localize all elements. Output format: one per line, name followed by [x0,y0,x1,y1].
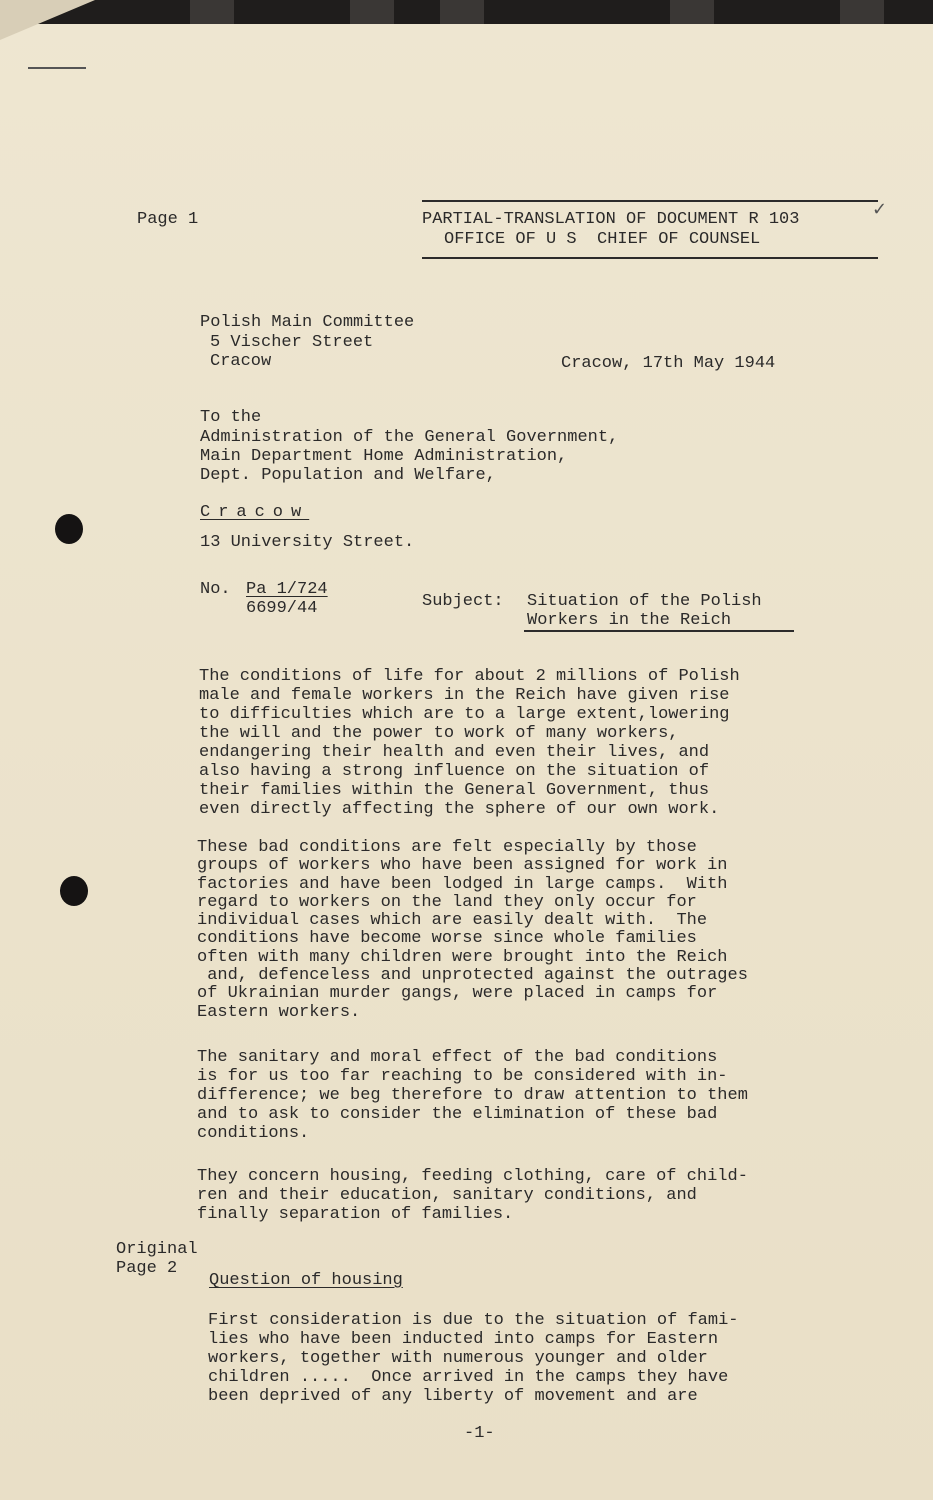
sender-city: Cracow [210,352,272,371]
paragraph-concerns: They concern housing, feeding clothing, care of child- ren and their education, sanitary conditions, and finally separation of families. [197,1167,748,1224]
page-label: Page 1 [137,210,199,229]
subject-line-2: Workers in the Reich [527,611,732,630]
margin-note-original: Original [116,1240,198,1259]
recipient-line-administration: Administration of the General Government, [200,428,619,447]
reference-label: No. [200,580,231,599]
check-mark: ✓ [872,199,888,220]
paragraph-sanitary-effect: The sanitary and moral effect of the bad conditions is for us too far reaching to be considered with in- difference; we beg therefore to draw attention to them and to ask to consider the elimination of these bad conditions. [197,1048,748,1143]
recipient-line-department: Main Department Home Administration, [200,447,568,466]
letter-date: Cracow, 17th May 1944 [561,354,776,373]
sender-street: 5 Vischer Street [210,333,374,352]
header-rule-bottom [422,257,878,259]
section-heading-housing: Question of housing [209,1271,403,1290]
reference-number-bottom: 6699/44 [246,599,318,618]
recipient-city: Cracow [200,503,310,522]
margin-tick [28,67,86,69]
paragraph-bad-conditions: These bad conditions are felt especially by those groups of workers who have been assigned for work in factories and have been lodged in large camps. With regard to workers on the land they only occur for individual cases which are easily dealt with. The conditions have become worse since whole families often with many children were brought into the Reich and, defenceless and unprotected against the outrages of Ukrainian murder gangs, were placed in camps for Eastern workers. [197,838,748,1022]
recipient-street: 13 University Street. [200,533,415,552]
margin-note-page: Page 2 [116,1259,178,1278]
reference-number-top: Pa 1/724 [246,580,328,599]
recipient-line-welfare: Dept. Population and Welfare, [200,466,496,485]
section-body-housing: First consideration is due to the situation of fami- lies who have been inducted into camps for Eastern workers, together with numerous younger and older children ..... Once arrived in the camps they have been deprived of any liberty of movement and are [208,1311,739,1406]
page-number: -1- [464,1424,495,1443]
scan-top-edge [0,0,933,24]
subject-underline [524,630,794,632]
header-rule-top [422,200,878,202]
office-title: OFFICE OF U S CHIEF OF COUNSEL [444,230,761,249]
punch-hole-bottom [60,876,88,906]
folded-corner [0,0,95,40]
subject-label: Subject: [422,592,504,611]
recipient-to: To the [200,408,262,427]
subject-line-1: Situation of the Polish [527,592,762,611]
punch-hole-top [55,514,83,544]
sender-name: Polish Main Committee [200,313,415,332]
document-title: PARTIAL-TRANSLATION OF DOCUMENT R 103 [422,210,800,229]
paragraph-conditions: The conditions of life for about 2 millions of Polish male and female workers in the Reich have given rise to difficulties which are to a large extent,lowering the will and the power to work of many workers, endangering their health and even their lives, and also having a strong influence on the situation of their families within the General Government, thus even directly affecting the sphere of our own work. [199,667,740,819]
